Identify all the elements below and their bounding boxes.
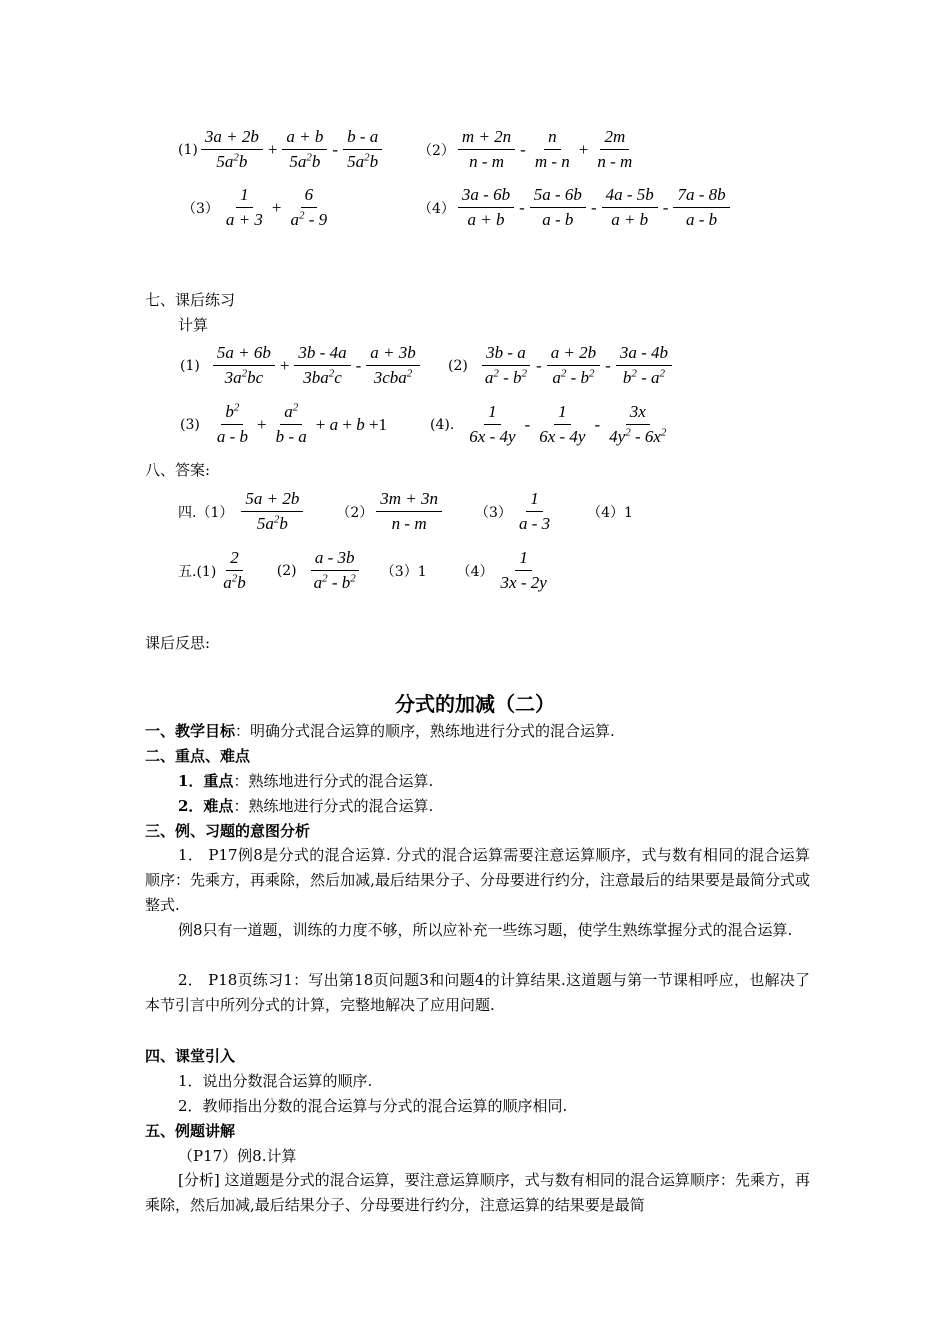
- fraction: $\frac{a - 3b}{a^2 - b^2}$: [310, 546, 360, 595]
- example-analysis: [分析] 这道题是分式的混合运算，要注意运算顺序，式与数有相同的混合运算顺序：先乘方，再乘除，然后加减,最后结果分子、分母要进行约分，注意运算的结果要是最简: [145, 1171, 810, 1214]
- hard-text: ：熟练地进行分式的混合运算.: [233, 797, 434, 815]
- hard-label: 2．难点: [178, 797, 234, 815]
- practice-row-3: (3) $\frac{b^2}{a - b}$ + $\frac{a^2}{b - a}$ + a + b +1: [180, 400, 389, 449]
- goal-label: 一、教学目标: [145, 722, 236, 740]
- analysis-paragraph-3: 2． P18页练习1：写出第18页问题3和问题4的计算结果.这道题与第一节课相呼应，也解决了本节引言中所列分式的计算，完整地解决了应用问题.: [145, 971, 810, 1014]
- label: 四.（1）: [178, 504, 234, 521]
- label: （2）: [336, 504, 374, 521]
- fraction: $\frac{b^2}{a - b}$: [216, 401, 249, 446]
- intro-item-2: 2．教师指出分数的混合运算与分式的混合运算的顺序相同.: [178, 1097, 568, 1115]
- hard-line: [178, 796, 433, 816]
- analysis-paragraph-2: 例8只有一道题，训练的力度不够，所以应补充一些练习题，使学生熟练掌握分式的混合运算.: [178, 921, 793, 939]
- label: (2): [448, 357, 468, 374]
- analysis-heading: 三、例、习题的意图分析: [145, 822, 311, 840]
- fraction: $\frac{3b - a}{a^2 - b^2}$: [481, 341, 531, 390]
- fraction: $\frac{a + 3b}{3cba^2}$: [366, 341, 419, 390]
- label: （3）1: [380, 563, 427, 580]
- keypoints-heading: 二、重点、难点: [145, 747, 251, 765]
- example-8: （P17）例8.计算: [178, 1147, 297, 1165]
- label: (3): [180, 416, 200, 433]
- fraction: $\frac{5a - 6b}{a - b}$: [530, 183, 586, 232]
- fraction: $\frac{3a - 6b}{a + b}$: [458, 183, 514, 232]
- fraction: $\frac{7a - 8b}{a - b}$: [673, 183, 729, 232]
- fraction: $\frac{1}{a - 3}$: [518, 489, 551, 533]
- fraction: $\frac{4a - 5b}{a + b}$: [602, 183, 658, 232]
- fraction: $\frac{2m}{n - m}$: [597, 127, 633, 171]
- fraction: $\frac{3x}{4y^2 - 6x^2}$: [609, 402, 667, 446]
- fraction: $\frac{3a + 2b}{5a^2b}$: [201, 125, 263, 174]
- fraction: $\frac{3m + 3n}{n - m}$: [376, 487, 442, 536]
- label: （4）: [456, 563, 494, 580]
- fraction: $\frac{1}{6x - 4y}$: [539, 402, 586, 446]
- label: （4）1: [587, 504, 633, 521]
- intro-item-1: 1．说出分数混合运算的顺序.: [178, 1072, 373, 1090]
- section-8-heading: 八、答案:: [145, 461, 211, 479]
- fraction: $\frac{6}{a^2 - 9}$: [290, 185, 328, 229]
- fraction: $\frac{3a - 4b}{b^2 - a^2}$: [616, 341, 672, 390]
- exercise-row-2: （2） $\frac{m + 2n}{n - m}$ - $\frac{n}{m - n}$ + $\frac{2m}{n - m}$: [418, 125, 639, 174]
- fraction: $\frac{a + 2b}{a^2 - b^2}$: [547, 341, 600, 390]
- fraction: $\frac{2}{a^2b}$: [223, 548, 246, 592]
- section-7-heading: 七、课后练习: [145, 291, 236, 309]
- label: （3）: [475, 504, 512, 521]
- answer-row-5: [178, 546, 554, 595]
- key-label: 1．重点: [178, 772, 234, 790]
- section-7-sub: 计算: [178, 316, 209, 334]
- label: （4）: [418, 200, 455, 217]
- reflection: 课后反思:: [145, 634, 211, 652]
- examples-heading: 五、例题讲解: [145, 1122, 236, 1140]
- key-line: [178, 771, 433, 791]
- analysis-paragraph-1: 1． P17例8是分式的混合运算. 分式的混合运算需要注意运算顺序，式与数有相同的混合运算顺序：先乘方，再乘除，然后加减,最后结果分子、分母要进行约分，注意最后的结果要是最简分式或整式.: [145, 846, 810, 914]
- fraction: $\frac{b - a}{5a^2b}$: [343, 125, 382, 174]
- fraction: $\frac{n}{m - n}$: [534, 127, 570, 171]
- page-title: 分式的加减（二）: [395, 692, 555, 716]
- fraction: $\frac{m + 2n}{n - m}$: [458, 125, 515, 174]
- practice-row-1: (1) $\frac{5a + 6b}{3a^2bc}$ + $\frac{3b - 4a}{3ba^2c}$ - $\frac{a + 3b}{3cba^2}$: [180, 341, 423, 390]
- label: (4).: [430, 416, 455, 433]
- fraction: $\frac{a^2}{b - a}$: [275, 401, 307, 446]
- fraction: $\frac{3b - 4a}{3ba^2c}$: [294, 341, 350, 390]
- intro-heading: 四、课堂引入: [145, 1047, 236, 1065]
- fraction: $\frac{1}{a + 3}$: [225, 185, 263, 229]
- answer-row-4: [178, 487, 633, 536]
- exercise-row-3: （3） $\frac{1}{a + 3}$ + $\frac{6}{a^2 - 9}$: [182, 183, 334, 232]
- fraction: $\frac{5a + 6b}{3a^2bc}$: [213, 341, 275, 390]
- key-text: ：熟练地进行分式的混合运算.: [233, 772, 434, 790]
- fraction: $\frac{1}{6x - 4y}$: [469, 402, 516, 446]
- label: (2): [276, 562, 297, 579]
- label: (1): [178, 141, 198, 158]
- practice-row-4: (4). $\frac{1}{6x - 4y}$ - $\frac{1}{6x - 4y}$ - $\frac{3x}{4y^2 - 6x^2}$: [430, 400, 673, 449]
- goal-line: [145, 721, 615, 741]
- label: （2）: [418, 142, 455, 159]
- fraction: $\frac{1}{3x - 2y}$: [500, 548, 547, 592]
- exercise-row-1: (1) $\frac{3a + 2b}{5a^2b}$ + $\frac{a + b}{5a^2b}$ - $\frac{b - a}{5a^2b}$: [178, 125, 385, 174]
- goal-text: ：明确分式混合运算的顺序，熟练地进行分式的混合运算.: [235, 722, 615, 740]
- exercise-row-4: （4） $\frac{3a - 6b}{a + b}$ - $\frac{5a - 6b}{a - b}$ - $\frac{4a - 5b}{a + b}$ - $\frac{7a - 8b}{a - b}$: [418, 183, 733, 232]
- practice-row-2: (2) $\frac{3b - a}{a^2 - b^2}$ - $\frac{a + 2b}{a^2 - b^2}$ - $\frac{3a - 4b}{b^2 - a^2}$: [448, 341, 675, 390]
- label: (1): [180, 357, 200, 374]
- fraction: $\frac{a + b}{5a^2b}$: [282, 125, 327, 174]
- label: （3）: [182, 200, 219, 217]
- label: 五.(1): [178, 563, 217, 580]
- fraction: $\frac{5a + 2b}{5a^2b}$: [241, 487, 303, 536]
